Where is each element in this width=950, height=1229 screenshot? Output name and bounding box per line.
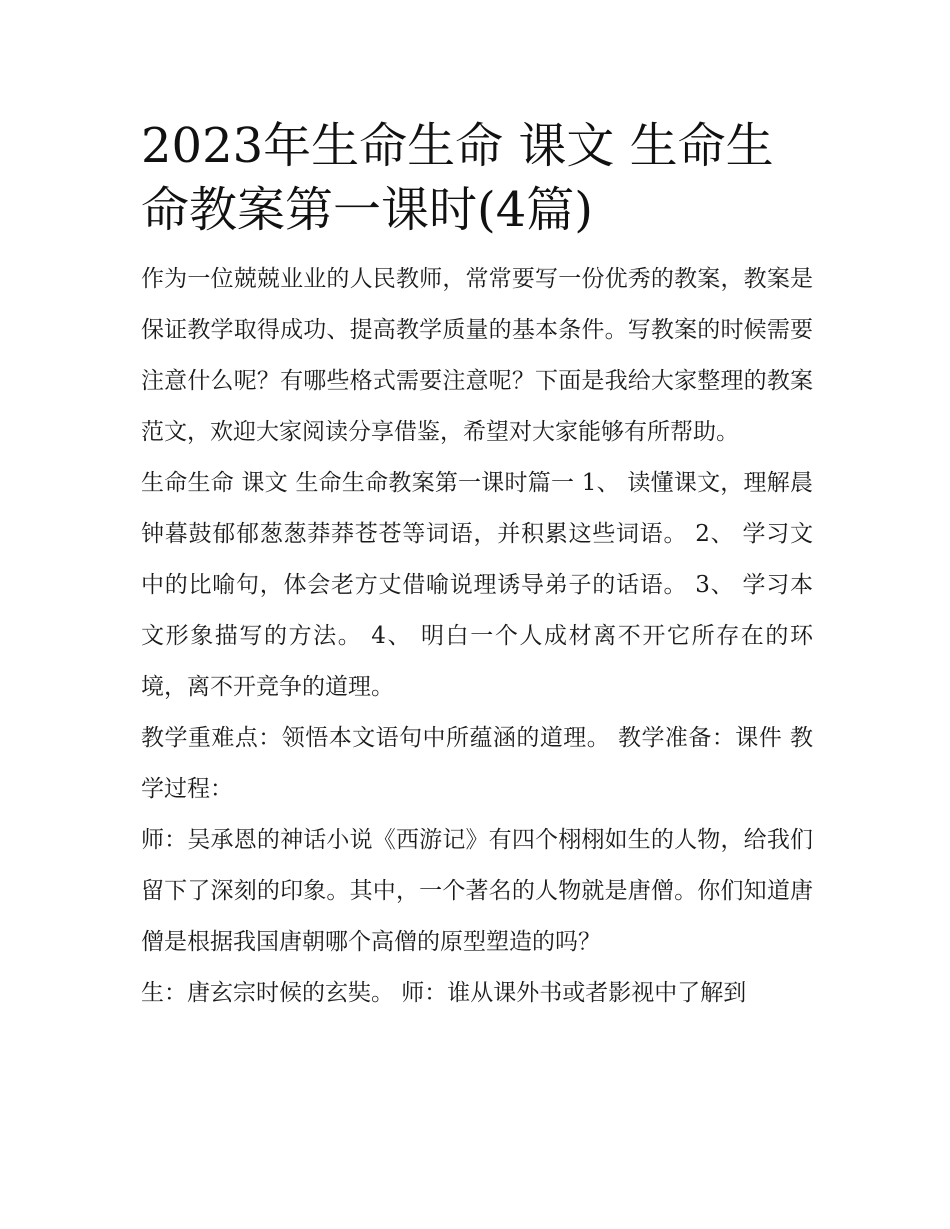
document-title	[141, 114, 813, 242]
title-line-1: 2023年生命生命 课文 生命生	[141, 118, 774, 174]
title-line-2: 命教案第一课时(4篇)	[141, 182, 593, 238]
paragraph-dialogue: 生：唐玄宗时候的玄奘。 师：谁从课外书或者影视中了解到	[141, 980, 747, 1006]
document-content	[141, 114, 813, 1019]
paragraph-teacher-intro: 师：吴承恩的神话小说《西游记》有四个栩栩如生的人物，给我们留下了深刻的印象。其中，一个著名的人物就是唐僧。你们知道唐僧是根据我国唐朝哪个高僧的原型塑造的吗？	[141, 827, 813, 955]
paragraph-objectives: 生命生命 课文 生命生命教案第一课时篇一 1、 读懂课文，理解晨钟暮鼓郁郁葱葱莽莽苍苍等词语，并积累这些词语。 2、 学习文中的比喻句，体会老方丈借喻说理诱导弟子的话语。 3、 学习本文形象描写的方法。 4、 明白一个人成材离不开它所存在的环境，离不开竞争的道理。	[141, 470, 813, 700]
paragraph-intro: 作为一位兢兢业业的人民教师，常常要写一份优秀的教案，教案是保证教学取得成功、提高教学质量的基本条件。写教案的时候需要注意什么呢？有哪些格式需要注意呢？下面是我给大家整理的教案范文，欢迎大家阅读分享借鉴，希望对大家能够有所帮助。	[141, 266, 813, 445]
paragraph-key-points: 教学重难点：领悟本文语句中所蕴涵的道理。 教学准备：课件 教学过程：	[141, 725, 813, 802]
